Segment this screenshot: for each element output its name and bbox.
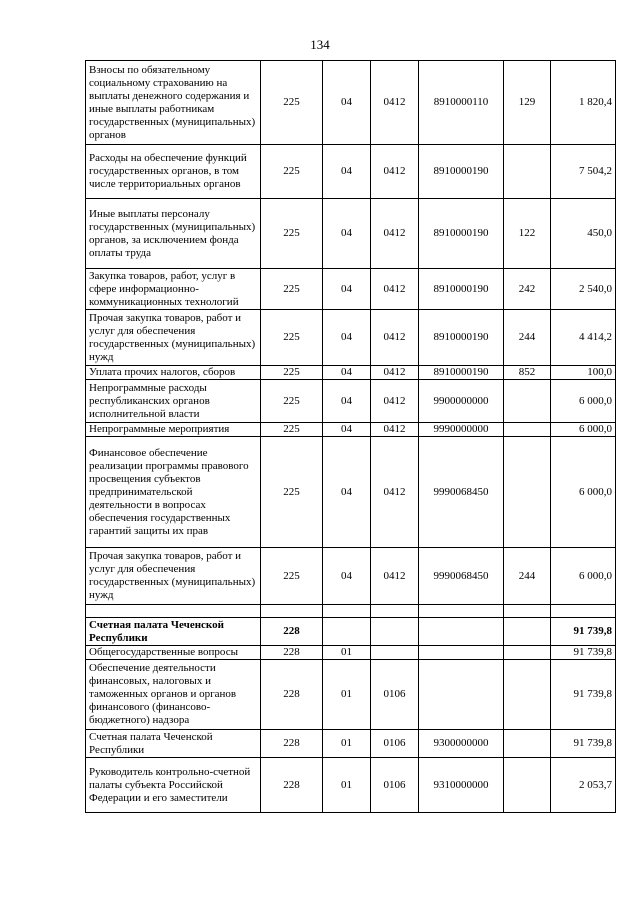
row-pr-cell	[371, 646, 419, 660]
row-csr-cell: 9990000000	[419, 423, 504, 437]
row-name-cell: Руководитель контрольно-счетной палаты субъекта Российской Федерации и его заместители	[86, 758, 261, 813]
row-name-cell: Взносы по обязательному социальному страхованию на выплаты денежного содержания и иные выплаты работникам государственных (муниципальных) органов	[86, 61, 261, 145]
row-amount-cell: 450,0	[551, 199, 616, 269]
row-pr-cell: 0412	[371, 380, 419, 423]
row-name-cell: Непрограммные расходы республиканских органов исполнительной власти	[86, 380, 261, 423]
table-row	[86, 199, 616, 269]
row-vr-cell	[504, 145, 551, 199]
row-ved-cell	[261, 605, 323, 618]
row-vr-cell: 129	[504, 61, 551, 145]
row-csr-cell	[419, 618, 504, 646]
table-row	[86, 605, 616, 618]
table-row	[86, 310, 616, 366]
row-csr-cell: 9300000000	[419, 730, 504, 758]
row-pr-cell: 0412	[371, 310, 419, 366]
row-name-cell	[86, 605, 261, 618]
table-row	[86, 548, 616, 605]
table-row	[86, 61, 616, 145]
row-ved-cell: 225	[261, 548, 323, 605]
row-csr-cell	[419, 660, 504, 730]
row-amount-cell: 91 739,8	[551, 618, 616, 646]
budget-table	[85, 60, 616, 813]
row-rz-cell: 01	[323, 660, 371, 730]
row-amount-cell: 100,0	[551, 366, 616, 380]
row-name-cell: Обеспечение деятельности финансовых, налоговых и таможенных органов и органов финансового (финансово-бюджетного) надзора	[86, 660, 261, 730]
row-rz-cell: 04	[323, 145, 371, 199]
table-row	[86, 618, 616, 646]
row-vr-cell	[504, 660, 551, 730]
row-rz-cell: 04	[323, 380, 371, 423]
row-pr-cell	[371, 605, 419, 618]
row-amount-cell: 1 820,4	[551, 61, 616, 145]
row-vr-cell	[504, 646, 551, 660]
row-amount-cell: 2 053,7	[551, 758, 616, 813]
row-name-cell: Уплата прочих налогов, сборов	[86, 366, 261, 380]
row-ved-cell: 228	[261, 618, 323, 646]
row-csr-cell: 8910000190	[419, 145, 504, 199]
row-ved-cell: 225	[261, 199, 323, 269]
row-name-cell: Общегосударственные вопросы	[86, 646, 261, 660]
row-amount-cell: 6 000,0	[551, 380, 616, 423]
table-row	[86, 437, 616, 548]
row-amount-cell: 6 000,0	[551, 548, 616, 605]
row-pr-cell: 0412	[371, 145, 419, 199]
table-row	[86, 758, 616, 813]
row-vr-cell: 244	[504, 310, 551, 366]
row-csr-cell: 8910000190	[419, 199, 504, 269]
row-name-cell: Иные выплаты персоналу государственных (муниципальных) органов, за исключением фонда оплаты труда	[86, 199, 261, 269]
row-pr-cell: 0412	[371, 366, 419, 380]
row-name-cell: Счетная палата Чеченской Республики	[86, 730, 261, 758]
table-row	[86, 269, 616, 310]
row-pr-cell: 0106	[371, 730, 419, 758]
row-amount-cell: 6 000,0	[551, 437, 616, 548]
row-amount-cell: 4 414,2	[551, 310, 616, 366]
row-vr-cell	[504, 380, 551, 423]
row-rz-cell: 04	[323, 437, 371, 548]
row-pr-cell: 0106	[371, 758, 419, 813]
budget-table-body	[86, 61, 616, 813]
row-vr-cell	[504, 758, 551, 813]
page-number: 134	[310, 37, 330, 52]
row-name-cell: Прочая закупка товаров, работ и услуг для обеспечения государственных (муниципальных) нужд	[86, 548, 261, 605]
row-csr-cell: 9310000000	[419, 758, 504, 813]
row-rz-cell	[323, 605, 371, 618]
row-vr-cell: 244	[504, 548, 551, 605]
row-rz-cell: 01	[323, 730, 371, 758]
row-ved-cell: 228	[261, 758, 323, 813]
row-vr-cell	[504, 605, 551, 618]
row-ved-cell: 225	[261, 437, 323, 548]
table-row	[86, 660, 616, 730]
row-vr-cell	[504, 618, 551, 646]
row-name-cell: Закупка товаров, работ, услуг в сфере информационно-коммуникационных технологий	[86, 269, 261, 310]
row-csr-cell: 9900000000	[419, 380, 504, 423]
row-name-cell: Финансовое обеспечение реализации программы правового просвещения субъектов предпринимательской деятельности в вопросах обеспечения государственных гарантий защиты их прав	[86, 437, 261, 548]
row-pr-cell	[371, 618, 419, 646]
row-csr-cell: 9990068450	[419, 437, 504, 548]
row-vr-cell: 852	[504, 366, 551, 380]
row-pr-cell: 0106	[371, 660, 419, 730]
row-csr-cell: 8910000110	[419, 61, 504, 145]
row-csr-cell: 9990068450	[419, 548, 504, 605]
row-amount-cell: 91 739,8	[551, 646, 616, 660]
row-ved-cell: 225	[261, 310, 323, 366]
row-rz-cell: 04	[323, 269, 371, 310]
row-vr-cell: 242	[504, 269, 551, 310]
row-csr-cell	[419, 646, 504, 660]
row-vr-cell: 122	[504, 199, 551, 269]
row-rz-cell: 04	[323, 61, 371, 145]
row-pr-cell: 0412	[371, 61, 419, 145]
row-amount-cell: 91 739,8	[551, 660, 616, 730]
row-vr-cell	[504, 730, 551, 758]
row-ved-cell: 225	[261, 366, 323, 380]
row-csr-cell: 8910000190	[419, 366, 504, 380]
table-row	[86, 145, 616, 199]
row-rz-cell	[323, 618, 371, 646]
table-row	[86, 380, 616, 423]
row-pr-cell: 0412	[371, 548, 419, 605]
row-name-cell: Счетная палата Чеченской Республики	[86, 618, 261, 646]
row-ved-cell: 225	[261, 380, 323, 423]
row-amount-cell: 6 000,0	[551, 423, 616, 437]
row-ved-cell: 225	[261, 269, 323, 310]
row-ved-cell: 228	[261, 646, 323, 660]
row-amount-cell	[551, 605, 616, 618]
row-pr-cell: 0412	[371, 199, 419, 269]
table-row	[86, 730, 616, 758]
row-ved-cell: 228	[261, 660, 323, 730]
row-rz-cell: 04	[323, 548, 371, 605]
row-name-cell: Непрограммные мероприятия	[86, 423, 261, 437]
row-rz-cell: 01	[323, 646, 371, 660]
row-rz-cell: 04	[323, 310, 371, 366]
row-name-cell: Расходы на обеспечение функций государственных органов, в том числе территориальных органов	[86, 145, 261, 199]
row-csr-cell: 8910000190	[419, 310, 504, 366]
row-rz-cell: 04	[323, 199, 371, 269]
table-row	[86, 423, 616, 437]
row-amount-cell: 91 739,8	[551, 730, 616, 758]
row-ved-cell: 225	[261, 61, 323, 145]
row-ved-cell: 225	[261, 145, 323, 199]
row-ved-cell: 225	[261, 423, 323, 437]
row-rz-cell: 04	[323, 366, 371, 380]
row-rz-cell: 04	[323, 423, 371, 437]
row-ved-cell: 228	[261, 730, 323, 758]
row-pr-cell: 0412	[371, 423, 419, 437]
row-csr-cell	[419, 605, 504, 618]
row-vr-cell	[504, 423, 551, 437]
row-amount-cell: 7 504,2	[551, 145, 616, 199]
row-csr-cell: 8910000190	[419, 269, 504, 310]
row-rz-cell: 01	[323, 758, 371, 813]
row-vr-cell	[504, 437, 551, 548]
row-pr-cell: 0412	[371, 269, 419, 310]
table-row	[86, 366, 616, 380]
row-pr-cell: 0412	[371, 437, 419, 548]
row-name-cell: Прочая закупка товаров, работ и услуг для обеспечения государственных (муниципальных) нужд	[86, 310, 261, 366]
row-amount-cell: 2 540,0	[551, 269, 616, 310]
table-row	[86, 646, 616, 660]
